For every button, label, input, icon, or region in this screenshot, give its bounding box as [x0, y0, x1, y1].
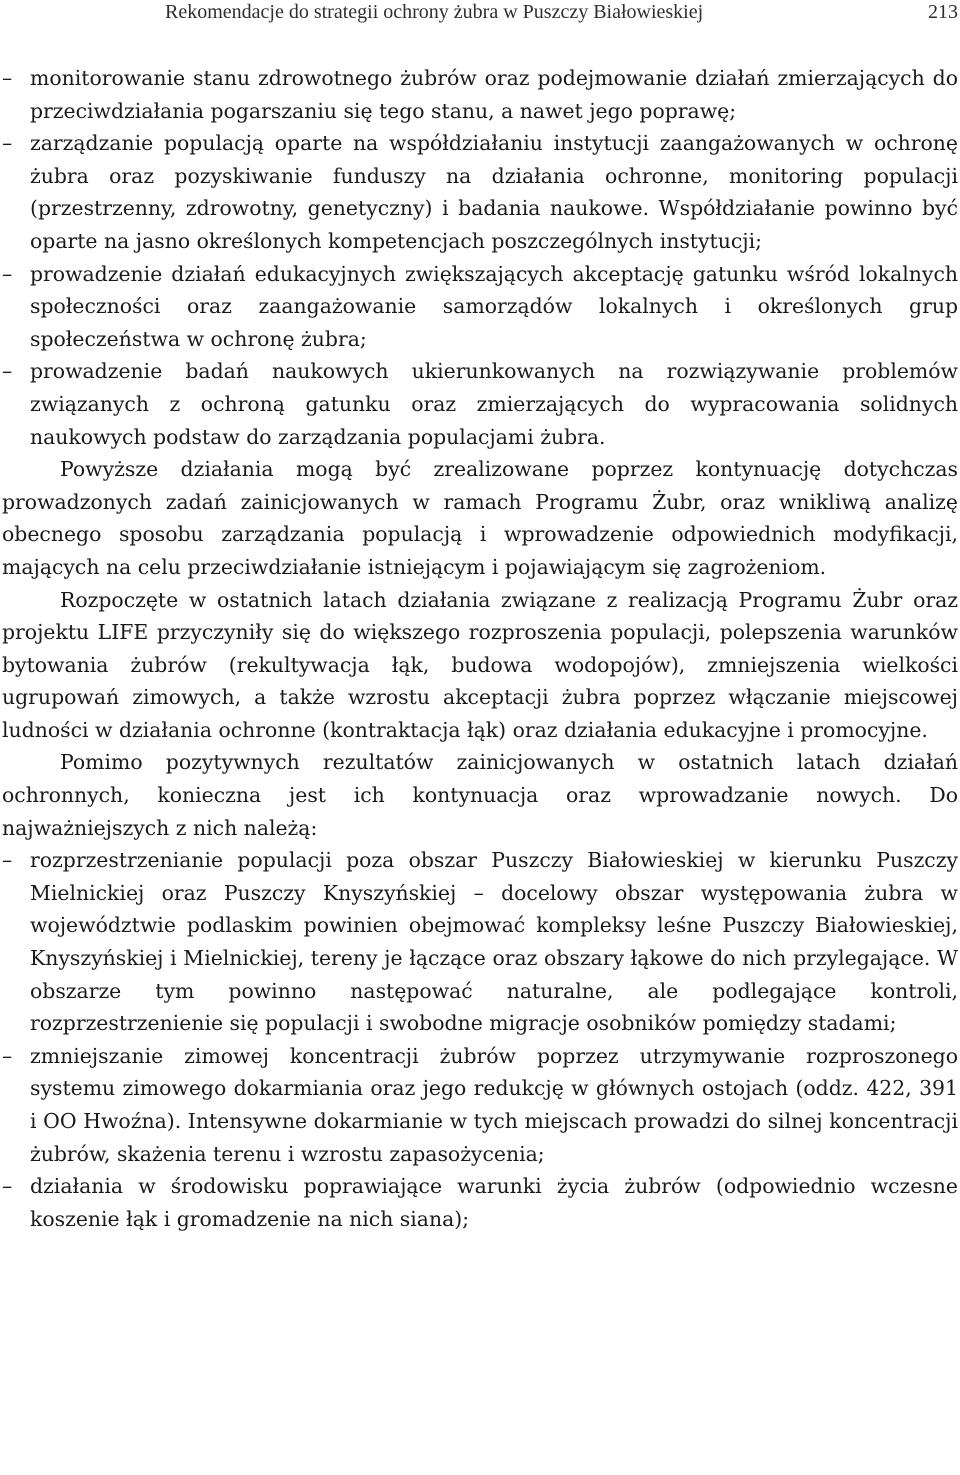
bullet-list-actions [2, 844, 958, 1235]
list-item-text: zarządzanie populacją oparte na współdziałaniu instytucji zaangażowanych w ochronę żubra oraz pozyskiwanie funduszy na działania ochronne, monitoring populacji (przestrzenny, zdrowotny, genetyczny) i badania naukowe. Współdziałanie powinno być oparte na jasno określonych kompetencjach poszczególnych instytucji; [30, 131, 958, 253]
list-item [2, 1170, 958, 1235]
bullet-list-goals [2, 62, 958, 453]
dash-marker: – [2, 1043, 13, 1068]
list-item-text: prowadzenie działań edukacyjnych zwiększających akceptację gatunku wśród lokalnych społeczności oraz zaangażowanie samorządów lokalnych i określonych grup społeczeństwa w ochronę żubra; [30, 261, 958, 351]
list-item-text: działania w środowisku poprawiające warunki życia żubrów (odpowiednio wczesne koszenie łąk i gromadzenie na nich siana); [30, 1174, 958, 1231]
running-title: Rekomendacje do strategii ochrony żubra w Puszczy Białowieskiej [165, 1, 704, 23]
list-item [2, 355, 958, 453]
list-item [2, 1040, 958, 1170]
dash-marker: – [2, 261, 13, 286]
paragraph: Pomimo pozytywnych rezultatów zainicjowanych w ostatnich latach działań ochronnych, konieczna jest ich kontynuacja oraz wprowadzanie nowych. Do najważniejszych z nich należą: [2, 750, 958, 840]
list-item-text: prowadzenie badań naukowych ukierunkowanych na rozwiązywanie problemów związanych z ochroną gatunku oraz zmierzających do wypracowania solidnych naukowych podstaw do zarządzania populacjami żubra. [30, 359, 958, 449]
page-number: 213 [928, 1, 958, 23]
paragraph: Powyższe działania mogą być zrealizowane poprzez kontynuację dotychczas prowadzonych zadań zainicjowanych w ramach Programu Żubr, oraz wnikliwą analizę obecnego sposobu zarządzania populacją i wprowadzenie odpowiednich modyfikacji, mających na celu przeciwdziałanie istniejącym i pojawiającym się zagrożeniom. [2, 457, 958, 579]
list-item [2, 258, 958, 356]
body-text [2, 62, 958, 1235]
list-item [2, 62, 958, 127]
list-item [2, 844, 958, 1040]
paragraph: Rozpoczęte w ostatnich latach działania związane z realizacją Programu Żubr oraz projektu LIFE przyczyniły się do większego rozproszenia populacji, polepszenia warunków bytowania żubrów (rekultywacja łąk, budowa wodopojów), zmniejszenia wielkości ugrupowań zimowych, a także wzrostu akceptacji żubra poprzez włączanie miejscowej ludności w działania ochronne (kontraktacja łąk) oraz działania edukacyjne i promocyjne. [2, 587, 958, 742]
dash-marker: – [2, 66, 13, 90]
list-item [2, 127, 958, 257]
dash-marker: – [2, 359, 13, 384]
dash-marker: – [2, 1174, 13, 1199]
list-item-text: zmniejszanie zimowej koncentracji żubrów poprzez utrzymywanie rozproszonego systemu zimowego dokarmiania oraz jego redukcję w głównych ostojach (oddz. 422, 391 i OO Hwoźna). Intensywne dokarmianie w tych miejscach prowadzi do silnej koncentracji żubrów, skażenia terenu i wzrostu zapasożycenia; [30, 1043, 958, 1166]
dash-marker: – [2, 131, 13, 156]
running-header [0, 0, 960, 26]
list-item-text: rozprzestrzenianie populacji poza obszar Puszczy Białowieskiej w kierunku Puszczy Mielnickiej oraz Puszczy Knyszyńskiej – docelowy obszar występowania żubra w województwie podlaskim powinien obejmować kompleksy leśne Puszczy Białowieskiej, Knyszyńskiej i Mielnickiej, tereny je łączące oraz obszary łąkowe do nich przylegające. W obszarze tym powinno następować naturalne, ale podlegające kontroli, rozprzestrzenienie się populacji i swobodne migracje osobników pomiędzy stadami; [30, 848, 958, 1036]
list-item-text: monitorowanie stanu zdrowotnego żubrów oraz podejmowanie działań zmierzających do przeciwdziałania pogarszaniu się tego stanu, a nawet jego poprawę; [30, 66, 958, 123]
dash-marker: – [2, 848, 13, 873]
